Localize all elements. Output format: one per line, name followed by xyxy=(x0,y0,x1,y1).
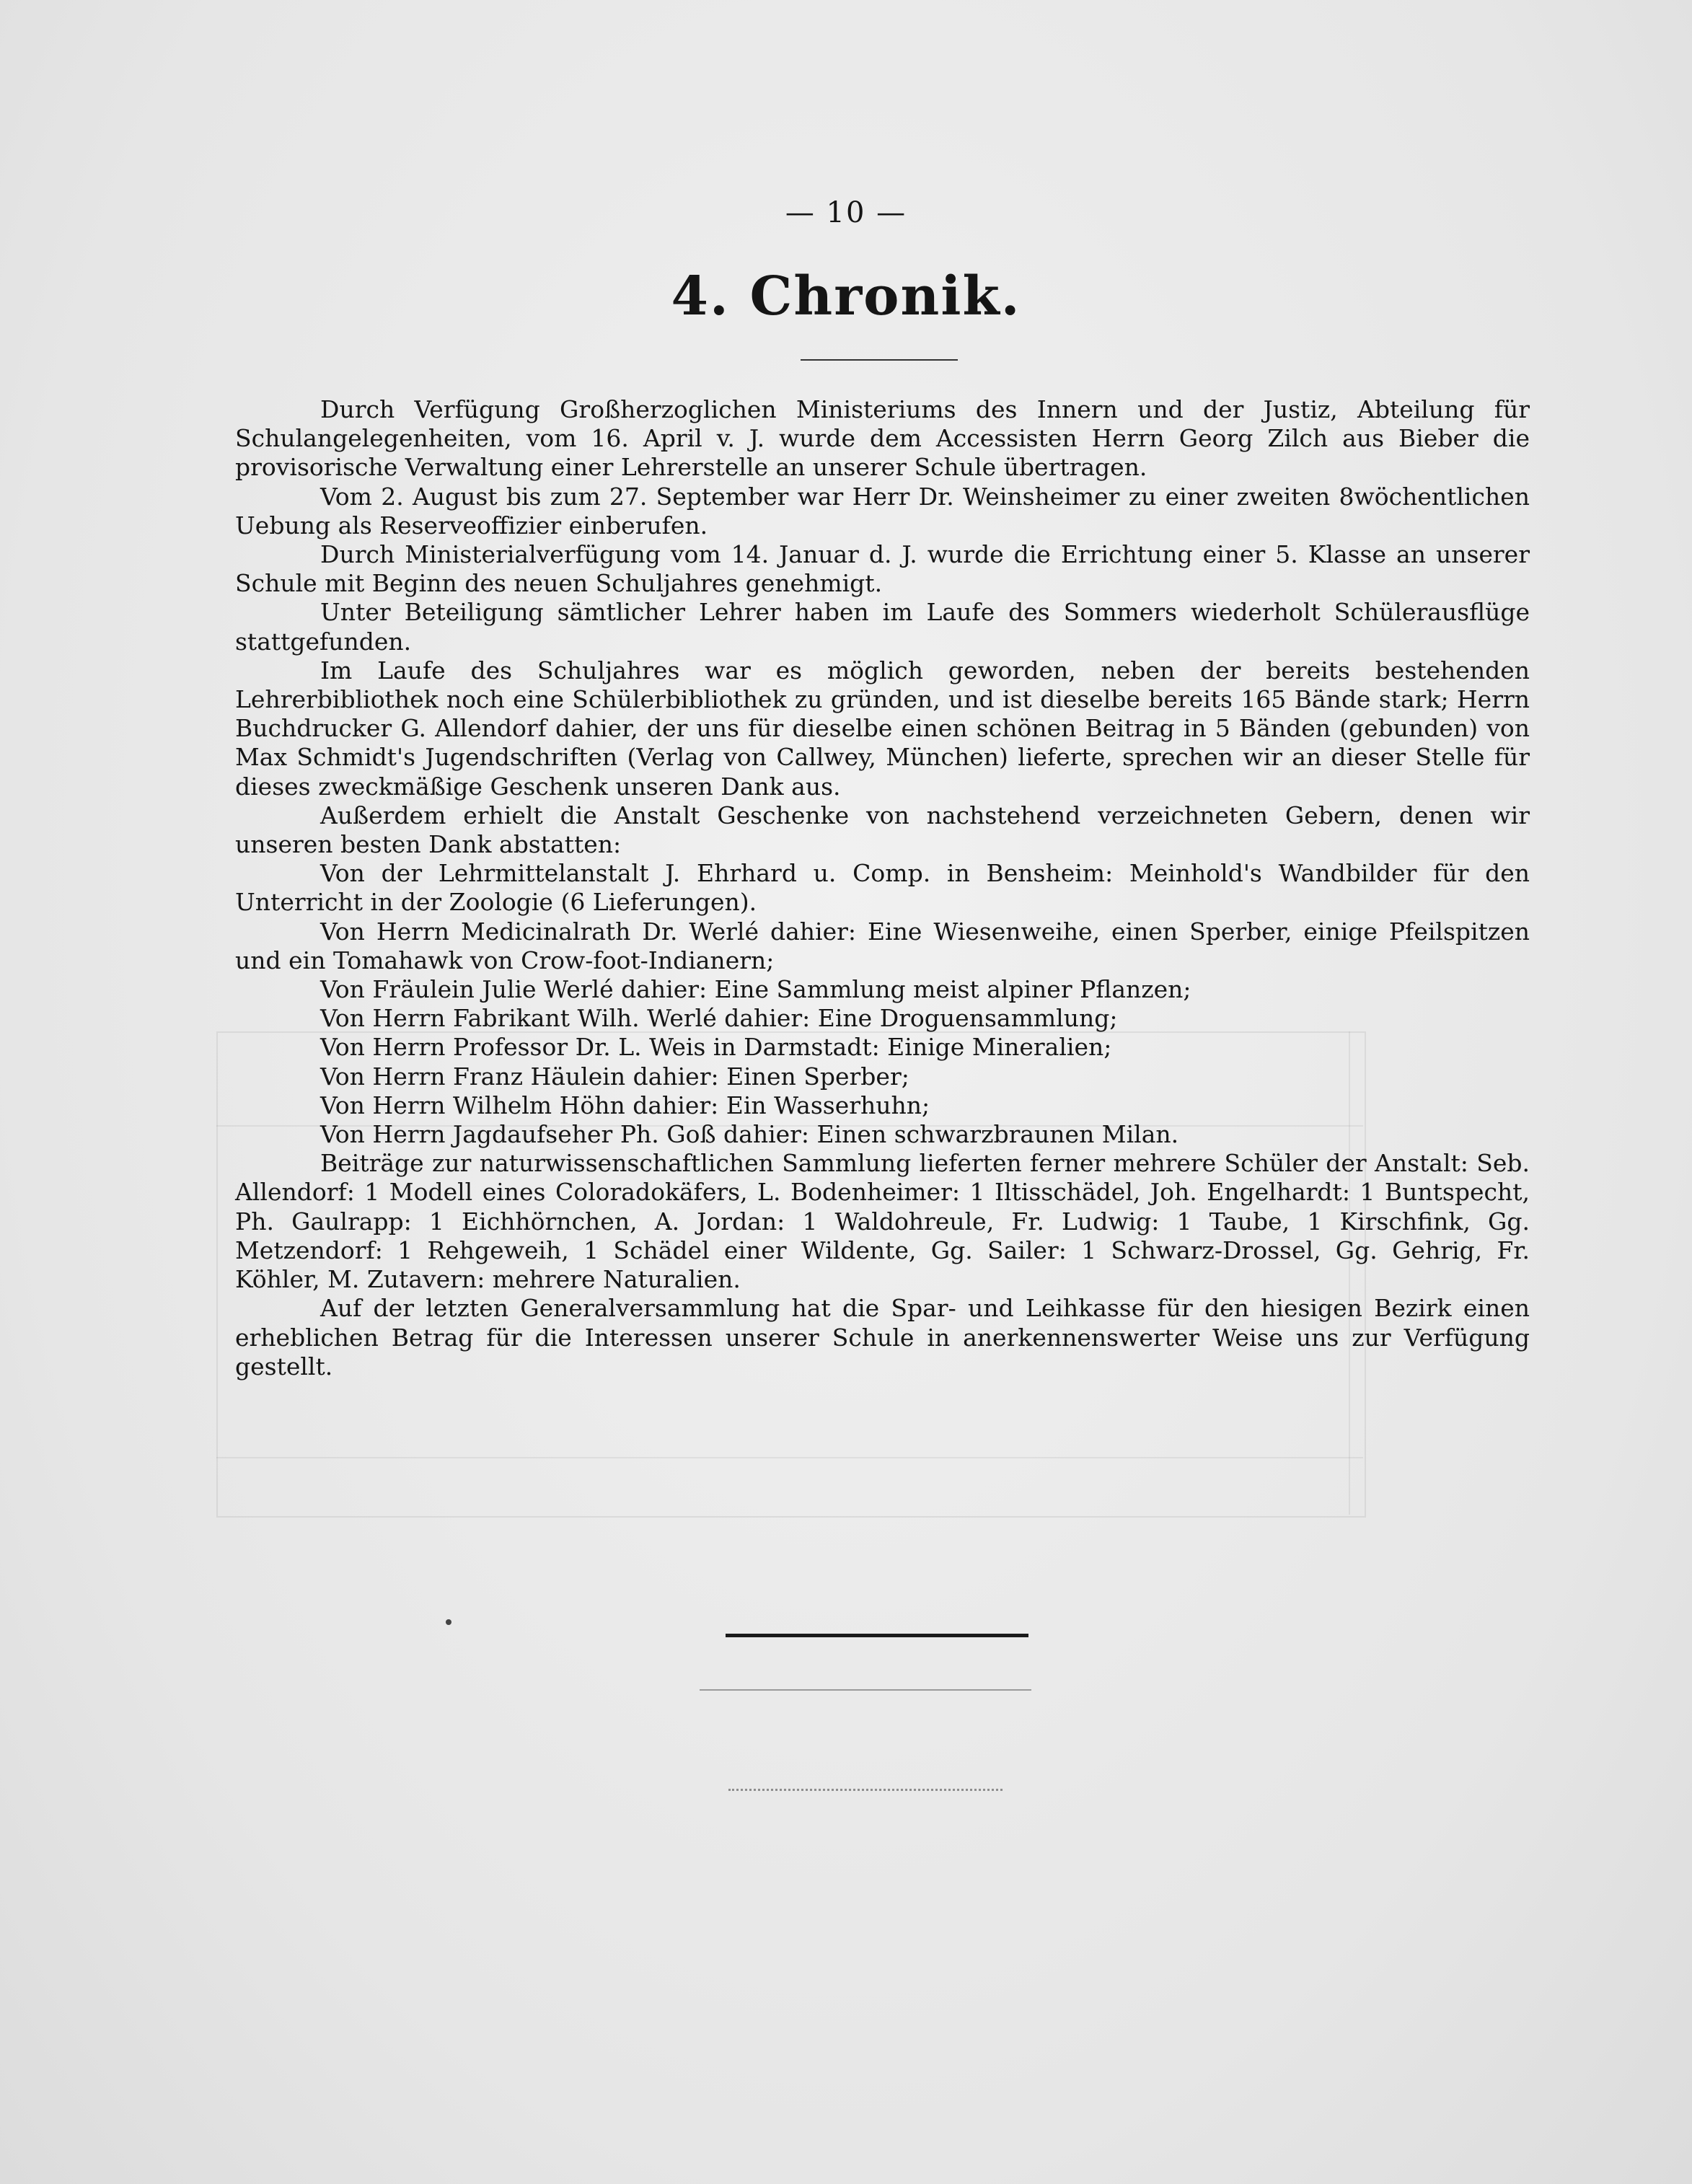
paragraph: Beiträge zur naturwissenschaftlichen Sammlung lieferten ferner mehrere Schüler der Anstalt: Seb. Allendorf: 1 Modell eines Coloradokäfers, L. Bodenheimer: 1 Iltisschädel, Joh. Engelhardt: 1 Buntspecht, Ph. Gaulrapp: 1 Eichhörnchen, A. Jordan: 1 Waldohreule, Fr. Ludwig: 1 Taube, 1 Kirschfink, Gg. Metzendorf: 1 Rehgeweih, 1 Schädel einer Wildente, Gg. Sailer: 1 Schwarz-Drossel, Gg. Gehrig, Fr. Köhler, M. Zutavern: mehrere Naturalien. xyxy=(235,1149,1530,1294)
dotted-rule xyxy=(728,1789,1003,1791)
paragraph: Durch Ministerialverfügung vom 14. Januar d. J. wurde die Errichtung einer 5. Klasse an unserer Schule mit Beginn des neuen Schuljahres genehmigt. xyxy=(235,540,1530,598)
donor-line: Von Herrn Professor Dr. L. Weis in Darmstadt: Einige Mineralien; xyxy=(320,1033,1112,1062)
donor-line: Von Herrn Franz Häulein dahier: Einen Sperber; xyxy=(320,1062,909,1091)
paragraph: Vom 2. August bis zum 27. September war Herr Dr. Weinsheimer zu einer zweiten 8wöchentlichen Uebung als Reserveoffizier einberufen. xyxy=(235,482,1530,540)
paragraph: Auf der letzten Generalversammlung hat die Spar- und Leihkasse für den hiesigen Bezirk einen erheblichen Betrag für die Interessen unserer Schule in anerkennenswerter Weise uns zur Verfügung gestellt. xyxy=(235,1294,1530,1381)
paragraph: Im Laufe des Schuljahres war es möglich geworden, neben der bereits bestehenden Lehrerbibliothek noch eine Schülerbibliothek zu gründen, und ist dieselbe bereits 165 Bände stark; Herrn Buchdrucker G. Allendorf dahier, der uns für dieselbe einen schönen Beitrag in 5 Bänden (gebunden) von Max Schmidt's Jugendschriften (Verlag von Callwey, München) lieferte, sprechen wir an dieser Stelle für dieses zweckmäßige Geschenk unseren Dank aus. xyxy=(235,656,1530,801)
paragraph: Durch Verfügung Großherzoglichen Ministeriums des Innern und der Justiz, Abteilung für Schulangelegenheiten, vom 16. April v. J. wurde dem Accessisten Herrn Georg Zilch aus Bieber die provisorische Verwaltung einer Lehrerstelle an unserer Schule übertragen. xyxy=(235,395,1530,482)
paragraph: Unter Beteiligung sämtlicher Lehrer haben im Laufe des Sommers wiederholt Schülerausflüge stattgefunden. xyxy=(235,598,1530,656)
paragraph: Von der Lehrmittelanstalt J. Ehrhard u. Comp. in Bensheim: Meinhold's Wandbilder für den Unterricht in der Zoologie (6 Lieferungen). xyxy=(235,859,1530,917)
ink-speck xyxy=(446,1619,451,1625)
closing-rule xyxy=(726,1634,1028,1637)
bleed-through-line xyxy=(216,1457,1363,1458)
chronicle-text xyxy=(235,395,1530,1381)
donor-line: Von Herrn Fabrikant Wilh. Werlé dahier: Eine Droguensammlung; xyxy=(320,1004,1118,1033)
donor-line: Von Herrn Wilhelm Höhn dahier: Ein Wasserhuhn; xyxy=(320,1091,930,1119)
faint-rule xyxy=(700,1689,1031,1691)
paragraph: Außerdem erhielt die Anstalt Geschenke von nachstehend verzeichneten Gebern, denen wir unseren besten Dank abstatten: xyxy=(235,801,1530,859)
section-heading: 4. Chronik. xyxy=(671,265,1021,327)
donor-line: Von Fräulein Julie Werlé dahier: Eine Sammlung meist alpiner Pflanzen; xyxy=(320,975,1191,1004)
page-number: — 10 — xyxy=(785,196,907,229)
donor-line: Von Herrn Jagdaufseher Ph. Goß dahier: Einen schwarzbraunen Milan. xyxy=(320,1120,1179,1149)
paragraph: Von Herrn Medicinalrath Dr. Werlé dahier: Eine Wiesenweihe, einen Sperber, einige Pfeilspitzen und ein Tomahawk von Crow-foot-Indianern; xyxy=(235,917,1530,974)
heading-rule xyxy=(801,359,958,361)
